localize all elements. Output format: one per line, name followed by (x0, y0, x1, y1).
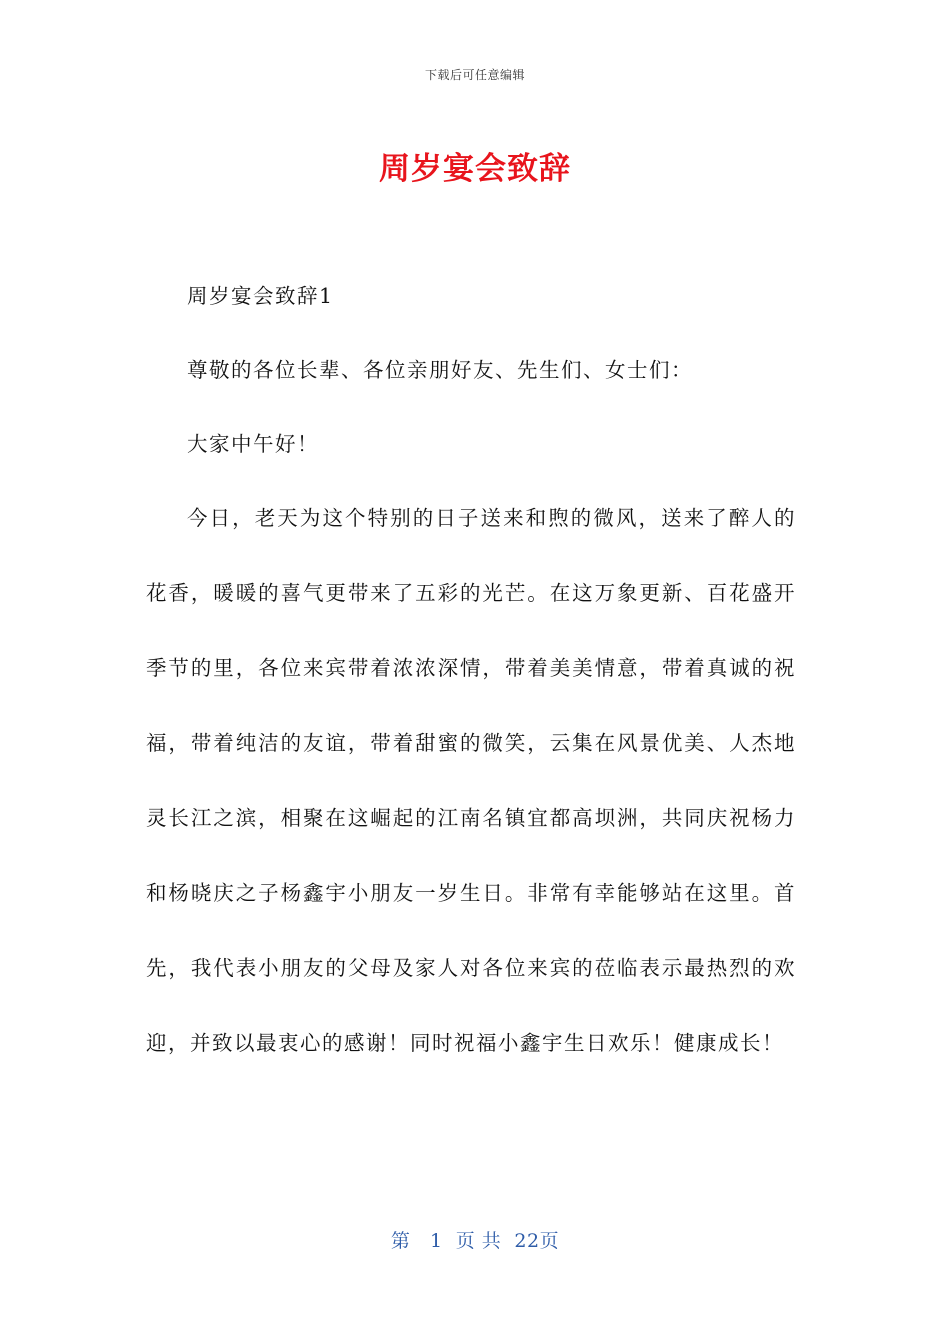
header-note: 下载后可任意编辑 (424, 68, 525, 82)
footer-total-pages: 22 (514, 1230, 540, 1252)
paragraph-greeting: 大家中午好！ (187, 432, 319, 456)
footer-suffix: 页 (539, 1230, 560, 1252)
page-footer (0, 1226, 950, 1253)
document-title: 周岁宴会致辞 (379, 151, 571, 187)
footer-prefix: 第 (390, 1230, 411, 1252)
paragraph-heading: 周岁宴会致辞1 (187, 284, 334, 308)
footer-middle: 页 共 (455, 1230, 502, 1252)
footer-current-page: 1 (430, 1230, 443, 1252)
paragraph-salutation: 尊敬的各位长辈、各位亲朋好友、先生们、女士们： (187, 358, 693, 382)
paragraph-speech: 今日，老天为这个特别的日子送来和煦的微风，送来了醉人的花香，暖暖的喜气更带来了五彩的光芒。在这万象更新、百花盛开季节的里，各位来宾带着浓浓深情，带着美美情意，带着真诚的祝福，带着纯洁的友谊，带着甜蜜的微笑，云集在风景优美、人杰地灵长江之滨，相聚在这崛起的江南名镇宜都高坝洲，共同庆祝杨力和杨晓庆之子杨鑫宇小朋友一岁生日。非常有幸能够站在这里。首先，我代表小朋友的父母及家人对各位来宾的莅临表示最热烈的欢迎，并致以最衷心的感谢！同时祝福小鑫宇生日欢乐！健康成长！ (146, 506, 796, 1055)
document-body (146, 278, 796, 1118)
